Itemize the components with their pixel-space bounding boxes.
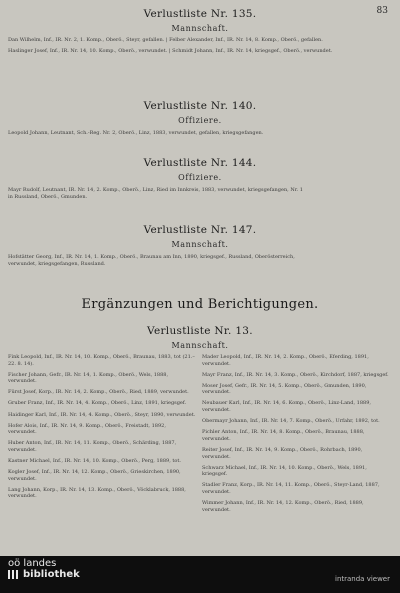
text-line: Leopold Johann, Leutnant, Sch.-Reg. Nr. 2, Oberö., Linz, 1883, verwundet, gefallen, kriegsgefangen.	[8, 130, 264, 136]
list-item: Kastner Michael, Inf., IR. Nr. 14, 10. Komp., Oberö., Perg, 1889, tot.	[8, 458, 181, 465]
section-title: Verlustliste Nr. 147.	[143, 224, 257, 236]
section-144	[0, 157, 400, 201]
text-line: Dan Wilhelm, Inf., IR. Nr. 2, 1. Komp., Oberö., Steyr, gefallen. | Felber Alexander, Inf., IR. Nr. 14, 8. Komp., Oberö., gefallen.	[8, 37, 323, 43]
logo-text-top: oö landes	[8, 558, 57, 569]
library-logo[interactable]	[8, 558, 128, 580]
page-number: 83	[376, 6, 388, 16]
logo-text-bottom: bibliothek	[23, 569, 80, 580]
list-item: Lang Johann, Korp., IR. Nr. 14, 13. Komp., Oberö., Vöcklabruck, 1888, verwundet.	[8, 486, 186, 500]
list-item: Mader Leopold, Inf., IR. Nr. 14, 2. Komp., Oberö., Eferding, 1891, verwundet.	[202, 354, 369, 367]
text-line: in Russland, Oberö., Gmunden.	[8, 194, 88, 200]
right-column	[202, 354, 390, 518]
section-135	[0, 8, 400, 55]
list-item: Huber Anton, Inf., IR. Nr. 14, 11. Komp., Oberö., Schärding, 1887, verwundet.	[8, 440, 177, 453]
section-subtitle: Mannschaft.	[171, 24, 229, 33]
section-13	[0, 325, 400, 350]
list-item: Haidinger Karl, Inf., IR. Nr. 14, 4. Komp., Oberö., Steyr, 1890, verwundet.	[8, 411, 196, 418]
list-item: Reiter Josef, Inf., IR. Nr. 14, 9. Komp., Oberö., Rohrbach, 1890, verwundet.	[202, 446, 363, 460]
list-item: Stadler Franz, Korp., IR. Nr. 14, 11. Komp., Oberö., Steyr-Land, 1887, verwundet.	[202, 482, 380, 495]
text-line: Mayr Rudolf, Leutnant, IR. Nr. 14, 2. Komp., Oberö., Linz, Ried im Innkreis, 1883, verwundet, kriegsgefangen, Nr. 1	[8, 187, 303, 193]
logo-bars-icon	[8, 570, 20, 579]
list-item: Obermayr Johann, Inf., IR. Nr. 14, 7. Komp., Oberö., Urfahr, 1892, tot.	[202, 418, 380, 425]
section-subtitle: Mannschaft.	[171, 341, 229, 350]
section-title: Verlustliste Nr. 140.	[143, 100, 257, 112]
list-item: Fürst Josef, Korp., IR. Nr. 14, 2. Komp., Oberö., Ried, 1889, verwundet.	[8, 389, 189, 396]
left-column	[8, 354, 196, 505]
list-item: Pichler Anton, Inf., IR. Nr. 14, 8. Komp., Oberö., Braunau, 1888, verwundet.	[202, 429, 365, 442]
list-item: Neubauer Karl, Inf., IR. Nr. 14, 6. Komp., Oberö., Linz-Land, 1889, verwundet.	[202, 400, 371, 414]
text-line: Hofstätter Georg, Inf., IR. Nr. 14, 1. Komp., Oberö., Braunau am Inn, 1890, kriegsgef., Russland, Oberösterreich,	[8, 254, 295, 260]
section-title: Verlustliste Nr. 13.	[147, 325, 253, 337]
section-147	[0, 224, 400, 268]
section-title: Verlustliste Nr. 144.	[143, 157, 257, 169]
list-item: Hofer Alois, Inf., IR. Nr. 14, 9. Komp., Oberö., Freistadt, 1892, verwundet.	[8, 422, 166, 436]
list-item: Fink Leopold, Inf., IR. Nr. 14, 10. Komp., Oberö., Braunau, 1883, tot (21.–22. 8. 14).	[8, 354, 195, 367]
main-heading: Ergänzungen und Berichtigungen.	[81, 297, 319, 312]
section-title: Verlustliste Nr. 135.	[143, 8, 257, 20]
viewer-label: intranda viewer	[335, 575, 390, 583]
section-subtitle: Mannschaft.	[171, 240, 229, 249]
section-140	[0, 100, 400, 137]
text-line: verwundet, kriegsgefangen, Russland.	[8, 261, 106, 267]
text-line: Haslinger Josef, Inf., IR. Nr. 14, 10. Komp., Oberö., verwundet. | Schmidt Johann, Inf., IR. Nr. 14, kriegsgef., Oberö., verwundet.	[8, 48, 333, 54]
section-subtitle: Offiziere.	[178, 173, 222, 182]
list-item: Mayr Franz, Inf., IR. Nr. 14, 3. Komp., Oberö., Kirchdorf, 1887, kriegsgef.	[202, 371, 389, 378]
list-item: Schwarz Michael, Inf., IR. Nr. 14, 10. Komp., Oberö., Wels, 1891, kriegsgef.	[202, 464, 367, 478]
list-item: Wimmer Johann, Inf., IR. Nr. 14, 12. Komp., Oberö., Ried, 1889, verwundet.	[202, 500, 364, 513]
list-item: Kogler Josef, Inf., IR. Nr. 14, 12. Komp., Oberö., Grieskirchen, 1890, verwundet.	[8, 469, 181, 482]
list-item: Moser Josef, Gefr., IR. Nr. 14, 5. Komp., Oberö., Gmunden, 1890, verwundet.	[202, 382, 367, 396]
list-item: Fischer Johann, Gefr., IR. Nr. 14, 1. Komp., Oberö., Wels, 1888, verwundet.	[8, 371, 169, 385]
list-item: Gruber Franz, Inf., IR. Nr. 14, 4. Komp., Oberö., Linz, 1891, kriegsgef.	[8, 400, 187, 407]
section-subtitle: Offiziere.	[178, 116, 222, 125]
